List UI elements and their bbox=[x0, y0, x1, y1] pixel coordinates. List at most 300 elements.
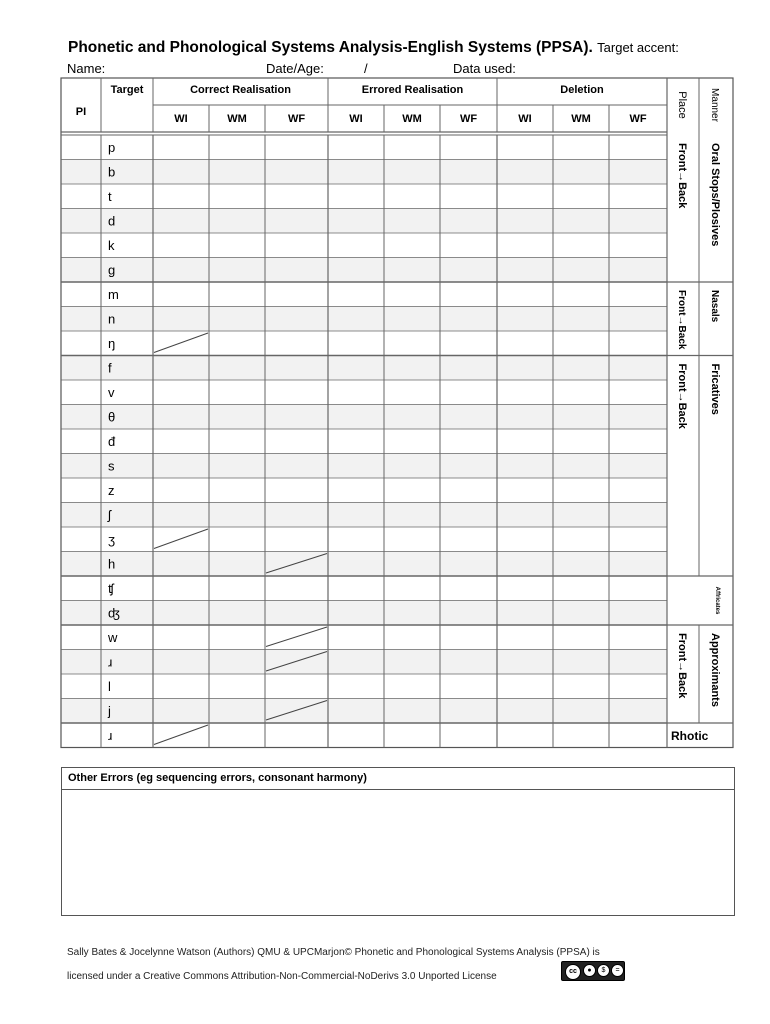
target-phoneme: ɹ bbox=[108, 654, 113, 670]
table-cell[interactable] bbox=[385, 308, 439, 331]
target-accent-label: Target accent: bbox=[597, 40, 679, 55]
table-cell[interactable] bbox=[385, 479, 439, 502]
table-cell[interactable] bbox=[610, 234, 666, 257]
title-text: Phonetic and Phonological Systems Analysis-English Systems (PPSA). bbox=[68, 39, 593, 56]
table-cell[interactable] bbox=[210, 381, 264, 404]
table-cell[interactable] bbox=[154, 455, 208, 478]
table-cell[interactable] bbox=[498, 479, 552, 502]
target-phoneme: ʧ bbox=[108, 581, 114, 596]
table-cell[interactable] bbox=[154, 259, 208, 282]
target-phoneme: k bbox=[108, 238, 115, 253]
table-cell[interactable] bbox=[610, 675, 666, 698]
table-cell[interactable] bbox=[610, 504, 666, 527]
table-cell[interactable] bbox=[329, 577, 383, 600]
table-cell[interactable] bbox=[329, 136, 383, 159]
table-cell[interactable] bbox=[62, 406, 100, 429]
table-cell[interactable] bbox=[210, 136, 264, 159]
table-cell[interactable] bbox=[329, 528, 383, 551]
table-cell[interactable] bbox=[441, 455, 496, 478]
table-cell[interactable] bbox=[610, 259, 666, 282]
table-cell[interactable] bbox=[154, 479, 208, 502]
table-cell[interactable] bbox=[441, 675, 496, 698]
table-cell[interactable] bbox=[154, 602, 208, 625]
table-cell[interactable] bbox=[498, 185, 552, 208]
table-cell[interactable] bbox=[62, 651, 100, 674]
place-label: Front→Back bbox=[676, 290, 687, 350]
position-subheader: WM bbox=[402, 113, 422, 125]
manner-label: Approximants bbox=[709, 633, 721, 707]
table-cell[interactable] bbox=[498, 651, 552, 674]
manner-label: Nasals bbox=[709, 290, 720, 323]
table-cell[interactable] bbox=[266, 283, 327, 306]
table-cell[interactable] bbox=[498, 700, 552, 723]
table-cell[interactable] bbox=[62, 357, 100, 380]
table-cell[interactable] bbox=[441, 504, 496, 527]
table-cell[interactable] bbox=[266, 136, 327, 159]
table-cell[interactable] bbox=[498, 136, 552, 159]
table-cell[interactable] bbox=[385, 626, 439, 649]
table-cell[interactable] bbox=[385, 724, 439, 747]
table-cell[interactable] bbox=[266, 602, 327, 625]
table-cell[interactable] bbox=[554, 651, 608, 674]
table-cell[interactable] bbox=[385, 675, 439, 698]
table-cell[interactable] bbox=[554, 308, 608, 331]
table-cell[interactable] bbox=[154, 283, 208, 306]
table-cell[interactable] bbox=[266, 381, 327, 404]
table-cell[interactable] bbox=[498, 234, 552, 257]
table-cell[interactable] bbox=[62, 308, 100, 331]
table-cell[interactable] bbox=[554, 675, 608, 698]
table-cell[interactable] bbox=[329, 357, 383, 380]
date-age-label: Date/Age: bbox=[266, 61, 324, 76]
table-cell[interactable] bbox=[62, 479, 100, 502]
table-cell[interactable] bbox=[610, 602, 666, 625]
table-cell[interactable] bbox=[154, 381, 208, 404]
table-cell[interactable] bbox=[610, 626, 666, 649]
table-cell[interactable] bbox=[154, 553, 208, 576]
table-cell[interactable] bbox=[498, 602, 552, 625]
table-cell[interactable] bbox=[266, 332, 327, 355]
table-cell[interactable] bbox=[329, 406, 383, 429]
position-subheader: WM bbox=[227, 113, 247, 125]
table-cell[interactable] bbox=[62, 700, 100, 723]
table-cell[interactable] bbox=[154, 136, 208, 159]
target-phoneme: j bbox=[108, 703, 111, 719]
table-cell[interactable] bbox=[385, 136, 439, 159]
target-phoneme: b bbox=[108, 164, 116, 180]
table-cell[interactable] bbox=[441, 332, 496, 355]
table-cell[interactable] bbox=[498, 724, 552, 747]
table-cell[interactable] bbox=[210, 283, 264, 306]
table-cell[interactable] bbox=[266, 577, 327, 600]
table-cell[interactable] bbox=[441, 479, 496, 502]
target-phoneme: n bbox=[108, 311, 116, 327]
target-phoneme: p bbox=[108, 140, 116, 155]
table-cell[interactable] bbox=[498, 210, 552, 233]
table-cell[interactable] bbox=[329, 259, 383, 282]
table-cell[interactable] bbox=[210, 528, 264, 551]
table-cell[interactable] bbox=[610, 430, 666, 453]
other-errors-box bbox=[61, 767, 735, 916]
table-cell[interactable] bbox=[62, 381, 100, 404]
table-cell[interactable] bbox=[62, 553, 100, 576]
table-cell[interactable] bbox=[210, 675, 264, 698]
table-cell[interactable] bbox=[266, 675, 327, 698]
table-cell[interactable] bbox=[554, 700, 608, 723]
table-cell[interactable] bbox=[554, 602, 608, 625]
table-cell[interactable] bbox=[498, 528, 552, 551]
table-cell[interactable] bbox=[554, 626, 608, 649]
table-cell[interactable] bbox=[441, 259, 496, 282]
position-subheader: WI bbox=[174, 113, 188, 125]
table-cell[interactable] bbox=[62, 283, 100, 306]
target-phoneme: t bbox=[108, 189, 112, 204]
table-cell[interactable] bbox=[329, 504, 383, 527]
target-phoneme: s bbox=[108, 458, 115, 474]
table-cell[interactable] bbox=[329, 234, 383, 257]
table-cell[interactable] bbox=[498, 577, 552, 600]
table-cell[interactable] bbox=[210, 626, 264, 649]
footer-license: licensed under a Creative Commons Attribution-Non-Commercial-NoDerivs 3.0 Unported License bbox=[67, 971, 497, 982]
table-cell[interactable] bbox=[62, 332, 100, 355]
table-cell[interactable] bbox=[610, 283, 666, 306]
table-cell[interactable] bbox=[441, 651, 496, 674]
table-cell[interactable] bbox=[62, 602, 100, 625]
table-cell[interactable] bbox=[210, 504, 264, 527]
table-cell[interactable] bbox=[498, 504, 552, 527]
table-cell[interactable] bbox=[498, 406, 552, 429]
table-cell[interactable] bbox=[385, 381, 439, 404]
table-cell[interactable] bbox=[329, 479, 383, 502]
table-cell[interactable] bbox=[441, 185, 496, 208]
table-cell[interactable] bbox=[329, 210, 383, 233]
table-cell[interactable] bbox=[498, 675, 552, 698]
table-cell[interactable] bbox=[498, 357, 552, 380]
table-cell[interactable] bbox=[210, 577, 264, 600]
target-phoneme: v bbox=[108, 385, 115, 400]
table-cell[interactable] bbox=[210, 234, 264, 257]
table-cell[interactable] bbox=[610, 308, 666, 331]
table-cell[interactable] bbox=[266, 430, 327, 453]
table-cell[interactable] bbox=[154, 161, 208, 184]
table-cell[interactable] bbox=[554, 332, 608, 355]
table-cell[interactable] bbox=[62, 136, 100, 159]
table-cell[interactable] bbox=[385, 283, 439, 306]
table-cell[interactable] bbox=[154, 626, 208, 649]
table-cell[interactable] bbox=[210, 259, 264, 282]
table-cell[interactable] bbox=[329, 553, 383, 576]
table-cell[interactable] bbox=[210, 553, 264, 576]
table-cell[interactable] bbox=[385, 210, 439, 233]
table-cell[interactable] bbox=[385, 357, 439, 380]
table-cell[interactable] bbox=[554, 528, 608, 551]
manner-header: Manner bbox=[709, 88, 720, 122]
table-cell[interactable] bbox=[210, 161, 264, 184]
table-cell[interactable] bbox=[329, 430, 383, 453]
table-cell[interactable] bbox=[266, 455, 327, 478]
table-cell[interactable] bbox=[498, 332, 552, 355]
data-used-label: Data used: bbox=[453, 61, 516, 76]
target-phoneme: z bbox=[108, 483, 115, 498]
table-cell[interactable] bbox=[266, 504, 327, 527]
table-cell[interactable] bbox=[554, 724, 608, 747]
table-cell[interactable] bbox=[385, 528, 439, 551]
table-cell[interactable] bbox=[498, 381, 552, 404]
table-cell[interactable] bbox=[210, 455, 264, 478]
table-cell[interactable] bbox=[498, 283, 552, 306]
table-cell[interactable] bbox=[210, 308, 264, 331]
target-phoneme: ŋ bbox=[108, 336, 116, 351]
table-cell[interactable] bbox=[266, 724, 327, 747]
table-cell[interactable] bbox=[266, 234, 327, 257]
place-label: Front→Back bbox=[676, 633, 688, 699]
table-cell[interactable] bbox=[441, 602, 496, 625]
table-cell[interactable] bbox=[498, 259, 552, 282]
table-cell[interactable] bbox=[385, 161, 439, 184]
table-cell[interactable] bbox=[210, 724, 264, 747]
table-cell[interactable] bbox=[329, 185, 383, 208]
manner-label: Fricatives bbox=[709, 363, 721, 415]
table-cell[interactable] bbox=[441, 308, 496, 331]
table-cell[interactable] bbox=[610, 332, 666, 355]
table-cell[interactable] bbox=[154, 210, 208, 233]
table-cell[interactable] bbox=[498, 161, 552, 184]
table-cell[interactable] bbox=[329, 332, 383, 355]
table-cell[interactable] bbox=[329, 651, 383, 674]
table-cell[interactable] bbox=[441, 626, 496, 649]
creative-commons-badge bbox=[561, 961, 625, 981]
table-cell[interactable] bbox=[329, 283, 383, 306]
table-cell[interactable] bbox=[62, 259, 100, 282]
table-cell[interactable] bbox=[210, 332, 264, 355]
table-cell[interactable] bbox=[441, 381, 496, 404]
table-cell[interactable] bbox=[62, 675, 100, 698]
table-cell[interactable] bbox=[154, 308, 208, 331]
table-cell[interactable] bbox=[329, 161, 383, 184]
target-phoneme: h bbox=[108, 556, 116, 572]
table-cell[interactable] bbox=[554, 553, 608, 576]
table-cell[interactable] bbox=[210, 185, 264, 208]
table-cell[interactable] bbox=[266, 259, 327, 282]
table-cell[interactable] bbox=[554, 479, 608, 502]
table-cell[interactable] bbox=[554, 185, 608, 208]
table-cell[interactable] bbox=[554, 430, 608, 453]
table-cell[interactable] bbox=[266, 357, 327, 380]
table-cell[interactable] bbox=[498, 626, 552, 649]
position-subheader: WM bbox=[571, 113, 591, 125]
table-cell[interactable] bbox=[498, 430, 552, 453]
footer-credits: Sally Bates & Jocelynne Watson (Authors) QMU & UPCMarjon© Phonetic and Phonological Systems Analysis (PPSA) is bbox=[67, 947, 600, 958]
table-cell[interactable] bbox=[610, 406, 666, 429]
table-cell[interactable] bbox=[329, 724, 383, 747]
target-phoneme: l bbox=[108, 679, 111, 694]
target-phoneme: g bbox=[108, 262, 116, 278]
target-phoneme: m bbox=[108, 287, 119, 302]
table-cell[interactable] bbox=[385, 332, 439, 355]
table-cell[interactable] bbox=[385, 234, 439, 257]
table-cell[interactable] bbox=[210, 357, 264, 380]
table-cell[interactable] bbox=[554, 381, 608, 404]
other-errors-label: Other Errors (eg sequencing errors, consonant harmony) bbox=[62, 768, 734, 790]
table-cell[interactable] bbox=[329, 381, 383, 404]
table-cell[interactable] bbox=[441, 161, 496, 184]
table-cell[interactable] bbox=[610, 357, 666, 380]
table-cell[interactable] bbox=[610, 577, 666, 600]
table-cell[interactable] bbox=[266, 308, 327, 331]
table-cell[interactable] bbox=[610, 185, 666, 208]
table-cell[interactable] bbox=[266, 185, 327, 208]
table-cell[interactable] bbox=[385, 700, 439, 723]
table-cell[interactable] bbox=[210, 479, 264, 502]
table-cell[interactable] bbox=[62, 185, 100, 208]
table-cell[interactable] bbox=[441, 357, 496, 380]
manner-label: Rhotic bbox=[671, 729, 709, 743]
table-cell[interactable] bbox=[62, 504, 100, 527]
table-cell[interactable] bbox=[329, 626, 383, 649]
table-cell[interactable] bbox=[210, 602, 264, 625]
table-cell[interactable] bbox=[385, 430, 439, 453]
table-cell[interactable] bbox=[385, 577, 439, 600]
table-cell[interactable] bbox=[62, 455, 100, 478]
table-cell[interactable] bbox=[385, 259, 439, 282]
table-cell[interactable] bbox=[441, 406, 496, 429]
table-cell[interactable] bbox=[554, 455, 608, 478]
table-cell[interactable] bbox=[385, 602, 439, 625]
table-cell[interactable] bbox=[554, 210, 608, 233]
table-cell[interactable] bbox=[554, 283, 608, 306]
table-cell[interactable] bbox=[610, 136, 666, 159]
table-cell[interactable] bbox=[154, 430, 208, 453]
table-cell[interactable] bbox=[154, 700, 208, 723]
table-cell[interactable] bbox=[62, 161, 100, 184]
table-cell[interactable] bbox=[385, 504, 439, 527]
table-cell[interactable] bbox=[329, 675, 383, 698]
table-cell[interactable] bbox=[266, 210, 327, 233]
table-cell[interactable] bbox=[154, 234, 208, 257]
table-cell[interactable] bbox=[610, 651, 666, 674]
table-cell[interactable] bbox=[610, 381, 666, 404]
table-cell[interactable] bbox=[554, 577, 608, 600]
table-cell[interactable] bbox=[441, 430, 496, 453]
pi-header: PI bbox=[75, 106, 87, 118]
table-cell[interactable] bbox=[154, 185, 208, 208]
table-cell[interactable] bbox=[62, 724, 100, 747]
table-cell[interactable] bbox=[266, 479, 327, 502]
table-cell[interactable] bbox=[610, 479, 666, 502]
position-subheader: WI bbox=[349, 113, 363, 125]
target-phoneme: ʤ bbox=[108, 605, 120, 621]
table-cell[interactable] bbox=[329, 700, 383, 723]
table-cell[interactable] bbox=[554, 136, 608, 159]
manner-label: Oral Stops/Plosives bbox=[709, 143, 721, 247]
table-cell[interactable] bbox=[610, 528, 666, 551]
table-cell[interactable] bbox=[441, 700, 496, 723]
table-cell[interactable] bbox=[441, 234, 496, 257]
table-cell[interactable] bbox=[62, 528, 100, 551]
table-cell[interactable] bbox=[329, 602, 383, 625]
table-cell[interactable] bbox=[441, 724, 496, 747]
table-cell[interactable] bbox=[329, 455, 383, 478]
table-cell[interactable] bbox=[266, 406, 327, 429]
table-cell[interactable] bbox=[554, 504, 608, 527]
table-cell[interactable] bbox=[441, 136, 496, 159]
cc-logo-icon: cc bbox=[565, 964, 581, 980]
other-errors-field[interactable] bbox=[62, 790, 734, 916]
realisation-group-header: Correct Realisation bbox=[190, 84, 291, 96]
table-cell[interactable] bbox=[385, 651, 439, 674]
table-cell[interactable] bbox=[154, 357, 208, 380]
table-cell[interactable] bbox=[329, 308, 383, 331]
noderivs-icon: = bbox=[611, 964, 624, 977]
table-cell[interactable] bbox=[210, 651, 264, 674]
table-cell[interactable] bbox=[554, 259, 608, 282]
table-cell[interactable] bbox=[554, 406, 608, 429]
table-cell[interactable] bbox=[210, 406, 264, 429]
table-cell[interactable] bbox=[385, 455, 439, 478]
table-cell[interactable] bbox=[610, 210, 666, 233]
table-cell[interactable] bbox=[498, 308, 552, 331]
table-cell[interactable] bbox=[554, 234, 608, 257]
table-cell[interactable] bbox=[610, 553, 666, 576]
table-cell[interactable] bbox=[385, 406, 439, 429]
place-header: Place bbox=[676, 91, 688, 119]
table-cell[interactable] bbox=[441, 283, 496, 306]
table-cell[interactable] bbox=[441, 553, 496, 576]
table-cell[interactable] bbox=[62, 577, 100, 600]
target-phoneme: w bbox=[108, 630, 118, 645]
table-cell[interactable] bbox=[498, 455, 552, 478]
position-subheader: WF bbox=[459, 113, 478, 125]
table-cell[interactable] bbox=[210, 430, 264, 453]
target-phoneme: ɹ bbox=[108, 728, 113, 743]
table-cell[interactable] bbox=[154, 406, 208, 429]
table-cell[interactable] bbox=[210, 700, 264, 723]
table-cell[interactable] bbox=[62, 210, 100, 233]
target-phoneme: θ bbox=[108, 409, 116, 425]
table-cell[interactable] bbox=[62, 626, 100, 649]
table-cell[interactable] bbox=[610, 724, 666, 747]
table-cell[interactable] bbox=[154, 651, 208, 674]
table-cell[interactable] bbox=[441, 210, 496, 233]
table-cell[interactable] bbox=[385, 553, 439, 576]
table-cell[interactable] bbox=[385, 185, 439, 208]
table-cell[interactable] bbox=[62, 430, 100, 453]
table-cell[interactable] bbox=[154, 504, 208, 527]
target-phoneme: d bbox=[108, 213, 116, 229]
table-cell[interactable] bbox=[554, 161, 608, 184]
table-cell[interactable] bbox=[62, 234, 100, 257]
table-cell[interactable] bbox=[210, 210, 264, 233]
target-phoneme: ʒ bbox=[108, 532, 116, 547]
table-cell[interactable] bbox=[610, 700, 666, 723]
target-phoneme: f bbox=[108, 360, 112, 376]
table-cell[interactable] bbox=[266, 161, 327, 184]
manner-label: Affricates bbox=[714, 586, 720, 615]
table-cell[interactable] bbox=[498, 553, 552, 576]
position-subheader: WF bbox=[287, 113, 306, 125]
table-cell[interactable] bbox=[441, 577, 496, 600]
table-cell[interactable] bbox=[441, 528, 496, 551]
target-phoneme: đ bbox=[108, 434, 116, 449]
table-cell[interactable] bbox=[154, 675, 208, 698]
place-label: Front→Back bbox=[676, 143, 688, 209]
table-cell[interactable] bbox=[266, 528, 327, 551]
table-cell[interactable] bbox=[610, 161, 666, 184]
table-cell[interactable] bbox=[554, 357, 608, 380]
table-cell[interactable] bbox=[154, 577, 208, 600]
table-cell[interactable] bbox=[610, 455, 666, 478]
position-subheader: WI bbox=[518, 113, 532, 125]
